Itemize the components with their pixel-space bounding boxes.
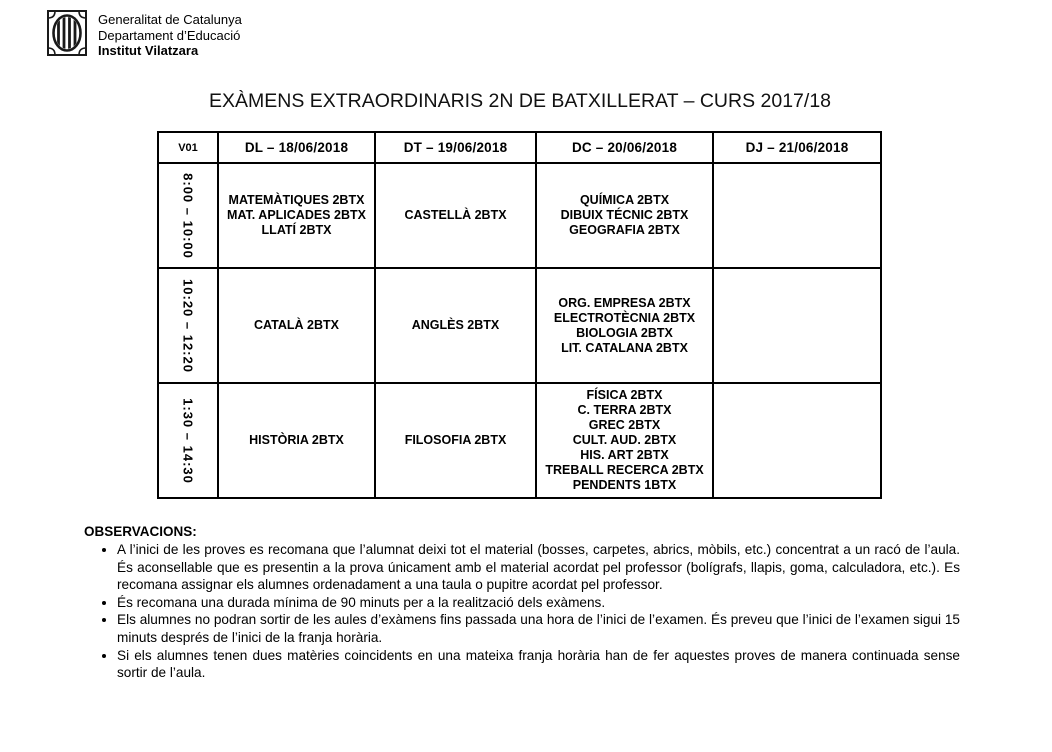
- cell-dl-slot3: HISTÒRIA 2BTX: [218, 383, 375, 498]
- header-cell-dc: DC – 20/06/2018: [536, 132, 713, 163]
- table-row-afternoon: [158, 383, 881, 498]
- page-title: EXÀMENS EXTRAORDINARIS 2N DE BATXILLERAT – CURS 2017/18: [208, 90, 832, 112]
- cell-dc-slot1: QUÍMICA 2BTX DIBUIX TÉCNIC 2BTX GEOGRAFIA 2BTX: [536, 163, 713, 268]
- exam-schedule-table: [157, 131, 882, 499]
- time-label: 8:00 – 10:00: [180, 172, 196, 259]
- observations-section: [84, 524, 960, 682]
- letterhead: [47, 10, 242, 59]
- time-cell-1230-1430: [158, 383, 218, 498]
- header-cell-dl: DL – 18/06/2018: [218, 132, 375, 163]
- cell-dl-slot2: CATALÀ 2BTX: [218, 268, 375, 383]
- table-row-midday: [158, 268, 881, 383]
- header-cell-dt: DT – 19/06/2018: [375, 132, 536, 163]
- cell-dc-slot2: ORG. EMPRESA 2BTX ELECTROTÈCNIA 2BTX BIOLOGIA 2BTX LIT. CATALANA 2BTX: [536, 268, 713, 383]
- observation-item: • Els alumnes no podran sortir de les aules d’exàmens fins passada una hora de l’inici de l’examen. És preveu que l’inici de l’examen sigui 15 minuts després de l’inici de la franja horària.: [117, 611, 960, 646]
- department-name: Departament d’Educació: [98, 27, 241, 43]
- time-label: 10:20 – 12:20: [180, 278, 196, 373]
- cell-dt-slot2: ANGLÈS 2BTX: [375, 268, 536, 383]
- time-cell-1020-1220: [158, 268, 218, 383]
- org-name: Generalitat de Catalunya: [98, 12, 242, 27]
- observations-heading: OBSERVACIONS:: [84, 524, 197, 539]
- school-name: Institut Vilatzara: [98, 43, 199, 58]
- table-row-morning: [158, 163, 881, 268]
- cell-dt-slot3: FILOSOFIA 2BTX: [375, 383, 536, 498]
- version-cell: V01: [158, 132, 218, 163]
- cell-dj-slot2: [713, 268, 881, 383]
- generalitat-seal-icon: [47, 10, 87, 56]
- observation-item: • És recomana una durada mínima de 90 minuts per a la realització dels exàmens.: [117, 594, 960, 612]
- cell-dj-slot1: [713, 163, 881, 268]
- observation-item: • Si els alumnes tenen dues matèries coincidents en una mateixa franja horària han de fer aquestes proves de manera continuada sense sortir de l’aula.: [117, 647, 960, 682]
- cell-dt-slot1: CASTELLÀ 2BTX: [375, 163, 536, 268]
- header-row: [158, 132, 881, 163]
- observation-item: • A l’inici de les proves es recomana que l’alumnat deixi tot el material (bosses, carpetes, abrics, mòbils, etc.) concentrat a un racó de l’aula. És aconsellable que es presentin a la prova únicament amb el material acordat pel professor (bolígrafs, llapis, goma, calculadora, etc.). Es recomana assignar els alumnes ordenadament a una taula o pupitre acordat pel professor.: [117, 541, 960, 594]
- time-label: 1:30 – 14:30: [180, 397, 196, 484]
- cell-dl-slot1: MATEMÀTIQUES 2BTX MAT. APLICADES 2BTX LLATÍ 2BTX: [218, 163, 375, 268]
- letterhead-text: [98, 10, 242, 59]
- time-cell-0800-1000: [158, 163, 218, 268]
- cell-dj-slot3: [713, 383, 881, 498]
- cell-dc-slot3: FÍSICA 2BTX C. TERRA 2BTX GREC 2BTX CULT. AUD. 2BTX HIS. ART 2BTX TREBALL RECERCA 2BTX PENDENTS 1BTX: [536, 383, 713, 498]
- header-cell-dj: DJ – 21/06/2018: [713, 132, 881, 163]
- observations-list: [84, 541, 960, 682]
